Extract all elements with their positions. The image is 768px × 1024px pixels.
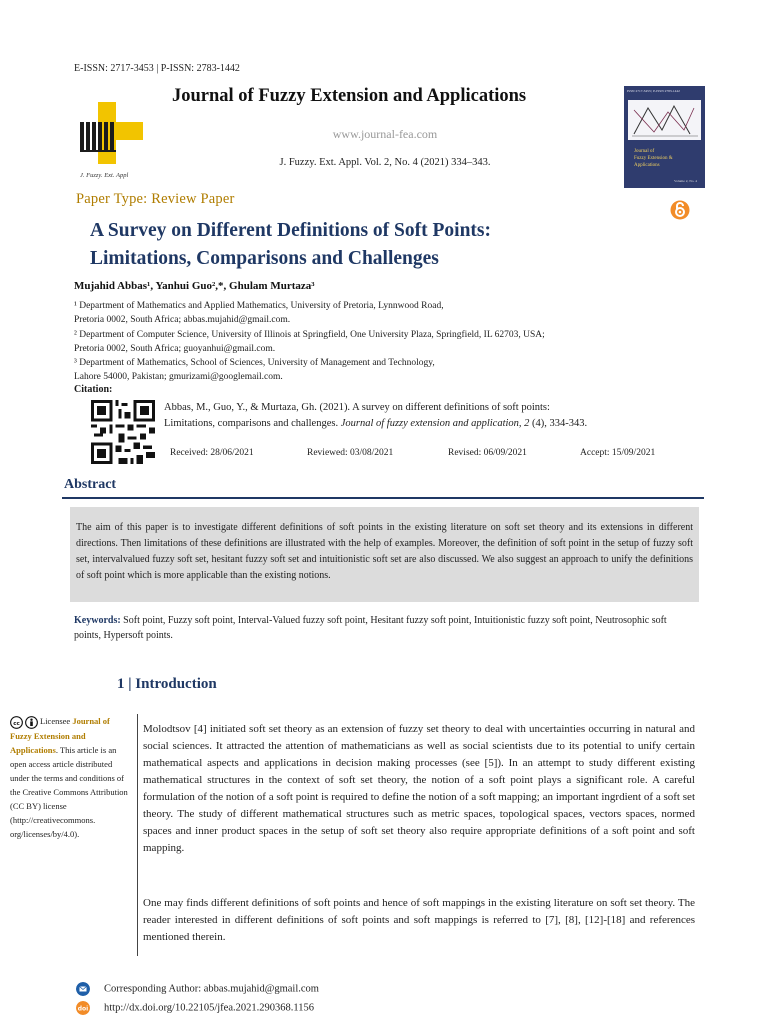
journal-cover-image — [624, 86, 705, 188]
authors: Mujahid Abbas¹, Yanhui Guo²,*, Ghulam Murtaza³ — [74, 280, 315, 292]
abstract-box — [70, 507, 699, 602]
journal-title: Journal of Fuzzy Extension and Applications — [172, 86, 527, 106]
license-journal-link[interactable]: Journal of Fuzzy Extension and Applications — [10, 716, 110, 755]
paper-type: Paper Type: Review Paper — [76, 191, 235, 207]
issn-line: E-ISSN: 2717-3453 | P-ISSN: 2783-1442 — [74, 63, 240, 74]
journal-logo — [76, 102, 150, 186]
received-date: Received: 28/06/2021 — [170, 448, 254, 458]
abstract-divider — [62, 497, 704, 499]
accept-date: Accept: 15/09/2021 — [580, 448, 656, 458]
journal-citation-line: J. Fuzzy. Ext. Appl. Vol. 2, No. 4 (2021) 334–343. — [279, 157, 491, 168]
cover-plot-graphic — [628, 100, 701, 140]
logo-caption: J. Fuzzy. Ext. Appl — [80, 172, 129, 179]
column-divider — [137, 714, 138, 956]
open-access-icon — [670, 200, 690, 220]
qr-code-icon[interactable] — [91, 400, 155, 464]
doi-line — [76, 1001, 314, 1015]
citation-line: Limitations, comparisons and challenges. — [164, 418, 339, 429]
license-note — [10, 714, 130, 841]
cover-title-line: Applications — [634, 163, 660, 168]
affiliation-line: ¹ Department of Mathematics and Applied Mathematics, University of Pretoria, Lynnwood Road, — [74, 301, 444, 311]
intro-paragraph: Molodtsov [4] initiated soft set theory as an extension of fuzzy set theory to deal with uncertainties occurring in natural and social sciences. It attracted the attention of mathematicians as well as social scientists due to its potential to unify certain mathematical aspects and applications in decision making processes (see [5]). In an attempt to study different existing mathematical structures in the context of soft set theory, the notion of a soft point plays a significant role. A careful formulation of the notion of a soft point is required to define the notion of a soft mapping; an important ingrdient of a soft set theory. The study of different mathematical structures such as metric spaces, topological spaces, vectors spaces, normed spaces and inner product spaces in the setup of soft set theory also require appropriate definitions of a soft point and soft mapping. — [143, 723, 695, 854]
journal-url[interactable]: www.journal-fea.com — [332, 127, 438, 141]
affiliation-line: Lahore 54000, Pakistan; gmurizami@googlemail.com. — [74, 372, 283, 382]
doi-icon — [76, 1001, 90, 1015]
citation-line: Abbas, M., Guo, Y., & Murtaza, Gh. (2021). A survey on different definitions of soft points: — [164, 402, 550, 413]
paper-title-line: Limitations, Comparisons and Challenges — [90, 248, 439, 269]
citation-label: Citation: — [74, 384, 113, 395]
cover-footer: Volume 2, No. 4 — [674, 179, 697, 183]
revised-date: Revised: 06/09/2021 — [448, 448, 527, 458]
paper-title — [90, 217, 610, 273]
license-prefix: Licensee — [40, 716, 71, 726]
email-icon — [76, 982, 90, 996]
abstract-heading: Abstract — [64, 477, 117, 492]
citation-text — [164, 400, 684, 432]
license-text: . This article is an open access article distributed under the terms and conditions of the Creative Commons Attribution (CC BY) license (http://creativecommons. org/licenses/by/4.0). — [10, 744, 128, 839]
paper-title-line: A Survey on Different Definitions of Soft Points: — [90, 220, 491, 241]
by-person-icon — [25, 716, 38, 729]
abstract-text: The aim of this paper is to investigate different definitions of soft points in the existing literature on soft set theory and its extensions in different directions. Then limitations of these definitions are illustrated with the help of examples. Moreover, the definition of soft point in the setup of fuzzy soft set, intervalvalued fuzzy soft set, hesitant fuzzy soft set and intuitionistic soft set are also discussed. We also suggest an approach to unify the definitions of soft point which is more applicable than the existing notions. — [76, 522, 693, 581]
section-heading: 1 | Introduction — [117, 676, 217, 692]
affiliation-line: Pretoria 0002, South Africa; abbas.mujahid@gmail.com. — [74, 315, 291, 325]
citation-pages: (4), 334-343. — [532, 418, 588, 429]
cover-title-line: Journal of — [634, 149, 655, 154]
cover-title-line: Fuzzy Extension & — [634, 156, 673, 161]
keywords-text: Soft point, Fuzzy soft point, Interval-Valued fuzzy soft point, Hesitant fuzzy soft point, Intuitionistic fuzzy soft point, Neutrosophic soft points, Hypersoft points. — [74, 615, 667, 641]
intro-paragraph: One may finds different definitions of soft points and hence of soft mappings in the existing literature on soft set theory. The reader interested in different definitions of soft points and soft mappings is referred to [7], [8], [12]-[18] and references mentioned therein. — [143, 897, 695, 943]
svg-text:doi: doi — [77, 1005, 89, 1013]
doi-link[interactable]: http://dx.doi.org/10.22105/jfea.2021.290368.1156 — [104, 1002, 314, 1014]
cc-by-badge — [10, 716, 38, 729]
keywords — [74, 613, 674, 643]
cc-icon — [10, 716, 23, 729]
affiliation-line: ³ Department of Mathematics, School of Sciences, University of Management and Technology, — [74, 358, 435, 368]
affiliation-line: ² Department of Computer Science, University of Illinois at Springfield, One University Plaza, Springfield, IL 62703, USA; — [74, 330, 545, 340]
affiliation-line: Pretoria 0002, South Africa; guoyanhui@gmail.com. — [74, 344, 276, 354]
citation-journal: Journal of fuzzy extension and application, 2 — [340, 418, 530, 429]
keywords-label: Keywords: — [74, 615, 121, 626]
cover-header: ISSN 2717-3453 | P-ISSN 2783-1442 — [627, 89, 680, 93]
corresponding-author-text[interactable]: Corresponding Author: abbas.mujahid@gmail.com — [104, 983, 319, 995]
reviewed-date: Reviewed: 03/08/2021 — [307, 448, 394, 458]
svg-text:cc: cc — [13, 720, 20, 727]
corresponding-author — [76, 982, 319, 996]
